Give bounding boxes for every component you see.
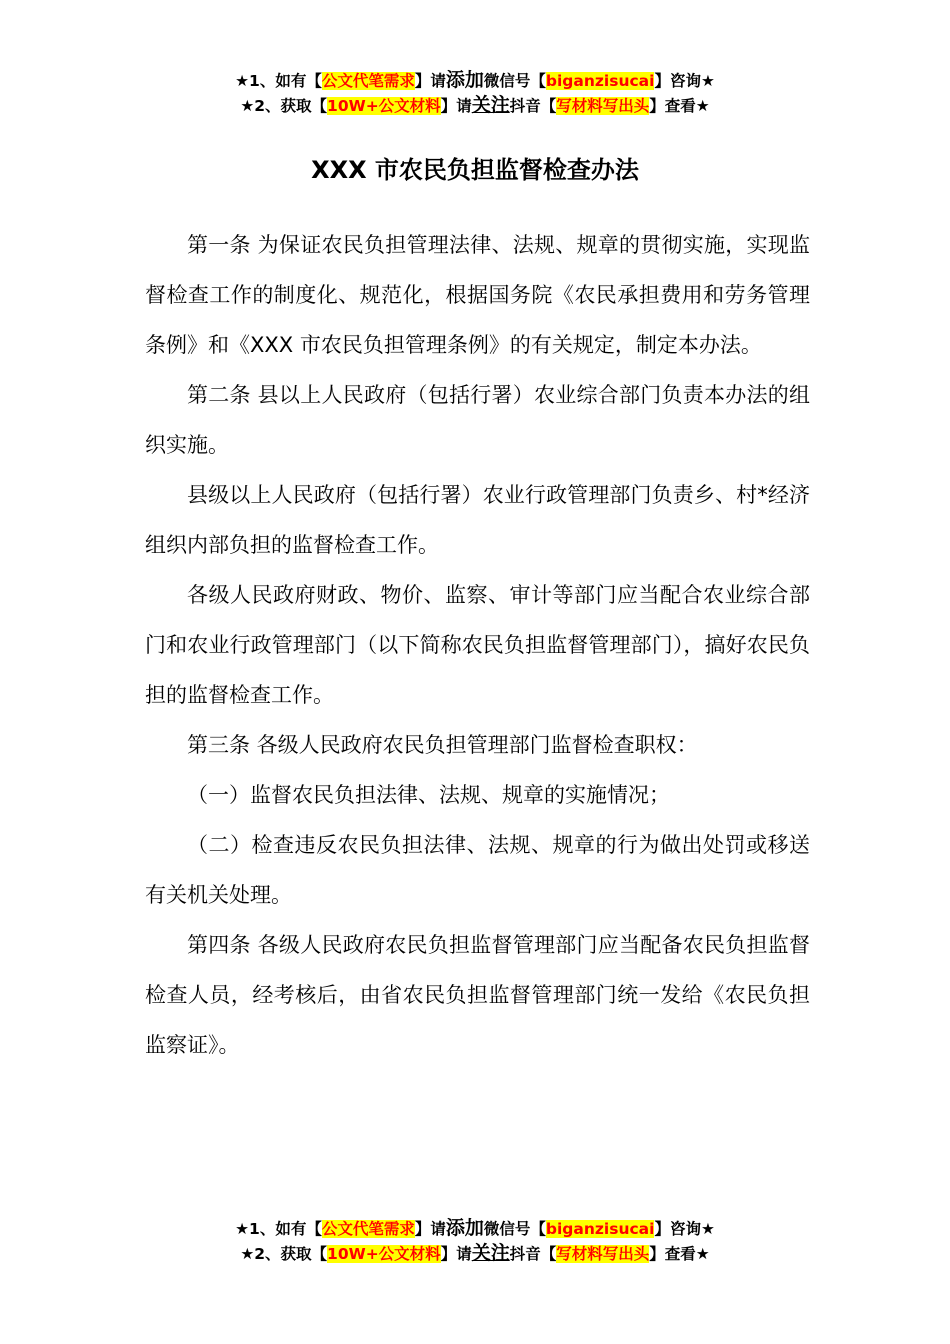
promo-text: 微信号【 <box>483 72 546 90</box>
promo-text: ★1、如有【 <box>235 72 322 90</box>
promo-text: 微信号【 <box>483 1220 546 1238</box>
footer-promo-banner <box>0 1216 950 1266</box>
promo-text: 】查看★ <box>649 1245 710 1263</box>
promo-highlight: 10W+公文材料 <box>327 97 441 115</box>
promo-text: ★2、获取【 <box>240 1245 328 1263</box>
promo-text: 抖音【 <box>509 97 557 115</box>
promo-line-2 <box>0 1241 950 1266</box>
promo-highlight-wechat: biganzisucai <box>545 1220 655 1238</box>
promo-text: 】请 <box>440 1245 472 1263</box>
promo-line-1 <box>0 68 950 93</box>
promo-highlight-wechat: biganzisucai <box>545 72 655 90</box>
promo-highlight-douyin: 写材料写出头 <box>556 1245 650 1263</box>
document-title: XXX 市农民负担监督检查办法 <box>311 156 639 184</box>
promo-emphasis: 关注 <box>471 1242 510 1264</box>
promo-emphasis: 关注 <box>471 94 510 116</box>
promo-highlight: 10W+公文材料 <box>327 1245 441 1263</box>
header-promo-banner <box>0 68 950 118</box>
promo-text: 】请 <box>440 97 472 115</box>
promo-text: 】查看★ <box>649 97 710 115</box>
promo-emphasis: 添加 <box>445 69 484 91</box>
paragraph-item-1: （一）监督农民负担法律、法规、规章的实施情况； <box>187 783 670 807</box>
paragraph-item-2: （二）检查违反农民负担法律、法规、规章的行为做出处罚或移送有关机关处理。 <box>145 833 810 907</box>
paragraph-article-3: 第三条 各级人民政府农民负担管理部门监督检查职权： <box>187 733 698 757</box>
promo-emphasis: 添加 <box>445 1217 484 1239</box>
paragraph-article-4: 第四条 各级人民政府农民负担监督管理部门应当配备农民负担监督检查人员，经考核后，由省农民负担监督管理部门统一发给《农民负担监察证》。 <box>145 933 810 1057</box>
promo-text: ★1、如有【 <box>235 1220 322 1238</box>
promo-text: ★2、获取【 <box>240 97 328 115</box>
promo-text: 抖音【 <box>509 1245 557 1263</box>
promo-text: 】请 <box>414 72 446 90</box>
promo-line-1 <box>0 1216 950 1241</box>
paragraph-article-2: 第二条 县以上人民政府（包括行署）农业综合部门负责本办法的组织实施。 <box>145 383 810 457</box>
document-body <box>145 220 810 1070</box>
paragraph-cooperation: 各级人民政府财政、物价、监察、审计等部门应当配合农业综合部门和农业行政管理部门（以下简称农民负担监督管理部门），搞好农民负担的监督检查工作。 <box>145 583 810 707</box>
promo-line-2 <box>0 93 950 118</box>
promo-text: 】请 <box>414 1220 446 1238</box>
paragraph-county-duty: 县级以上人民政府（包括行署）农业行政管理部门负责乡、村*经济组织内部负担的监督检查工作。 <box>145 483 810 557</box>
promo-highlight: 公文代笔需求 <box>321 72 415 90</box>
promo-text: 】咨询★ <box>654 72 715 90</box>
promo-highlight: 公文代笔需求 <box>321 1220 415 1238</box>
paragraph-article-1: 第一条 为保证农民负担管理法律、法规、规章的贯彻实施，实现监督检查工作的制度化、规范化，根据国务院《农民承担费用和劳务管理条例》和《XXX 市农民负担管理条例》的有关规定，制定本办法。 <box>145 233 810 357</box>
promo-text: 】咨询★ <box>654 1220 715 1238</box>
promo-highlight-douyin: 写材料写出头 <box>556 97 650 115</box>
